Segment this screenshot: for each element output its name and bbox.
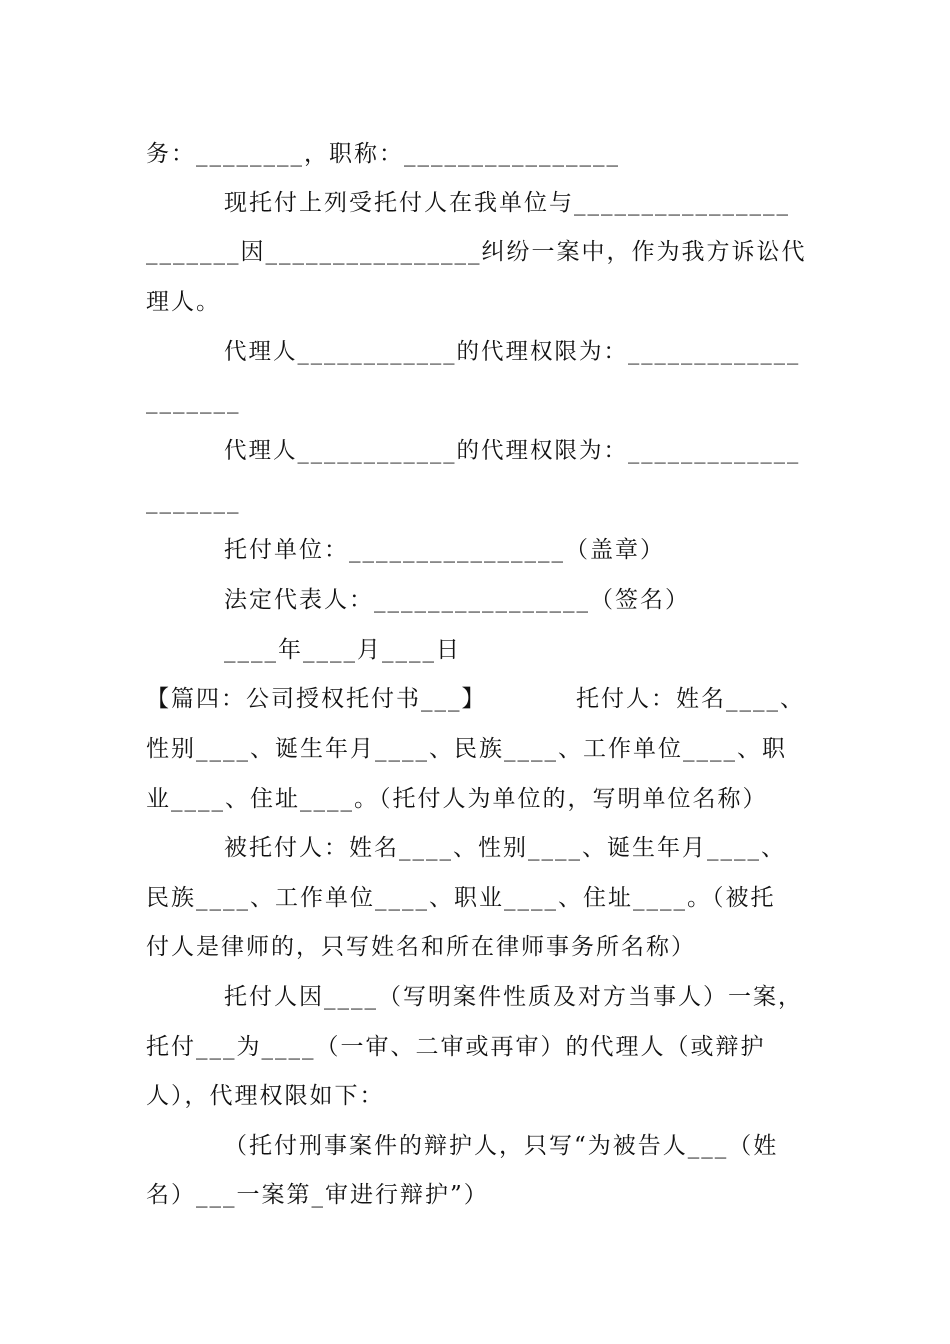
text-line: 业____、住址____。（托付人为单位的，写明单位名称） (146, 786, 768, 812)
text-line: _______ (146, 488, 241, 514)
text-line: 名）___一案第_审进行辩护”） (146, 1182, 489, 1208)
text-line: 被托付人：姓名____、性别____、诞生年月____、 (224, 835, 786, 861)
text-line: 民族____、工作单位____、职业____、住址____。（被托 (146, 885, 776, 911)
text-line: 托付人因____（写明案件性质及对方当事人）一案， (224, 984, 803, 1010)
text-line: 代理人____________的代理权限为：_____________ (224, 339, 801, 365)
text-line: （托付刑事案件的辩护人，只写“为被告人___（姓 (224, 1133, 779, 1159)
text-line: 托付单位：________________（盖章） (224, 537, 665, 563)
text-line: 人），代理权限如下： (146, 1083, 385, 1109)
text-line: 性别____、诞生年月____、民族____、工作单位____、职 (146, 736, 787, 762)
section-heading: 【篇四：公司授权托付书___】 (146, 686, 487, 712)
date-line: ____年____月____日 (224, 637, 461, 663)
text-line: 理人。 (146, 289, 221, 315)
text-line: 务：________，职称：________________ (146, 141, 620, 167)
text-line: 现托付上列受托付人在我单位与________________ (224, 190, 790, 216)
text-line: 托付___为____（一审、二审或再审）的代理人（或辩护 (146, 1034, 766, 1060)
text-line: 付人是律师的，只写姓名和所在律师事务所名称） (146, 934, 696, 960)
text-line: 托付人：姓名____、 (576, 686, 805, 712)
text-line: 代理人____________的代理权限为：_____________ (224, 438, 801, 464)
text-line: _______ (146, 388, 241, 414)
text-line: _______因________________纠纷一案中，作为我方诉讼代 (146, 239, 807, 265)
text-line: 法定代表人：________________（签名） (224, 587, 690, 613)
